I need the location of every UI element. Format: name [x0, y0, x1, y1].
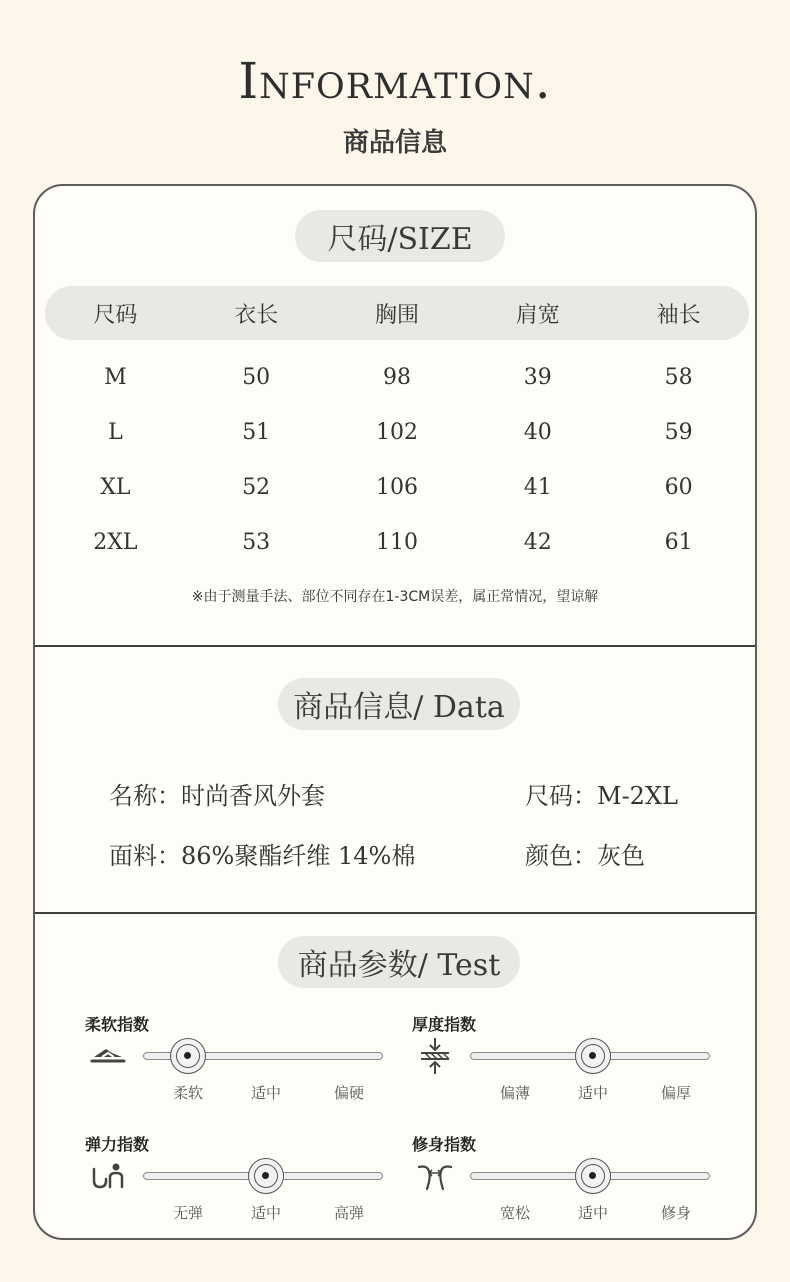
page-subtitle: 商品信息 — [342, 128, 447, 158]
param-level-knob — [575, 1158, 611, 1194]
table-cell: M — [104, 365, 127, 390]
param-tick: 适中 — [250, 1084, 281, 1102]
param-tick: 偏硬 — [333, 1084, 364, 1102]
param-tick: 适中 — [577, 1084, 608, 1102]
param-label: 修身指数 — [412, 1135, 477, 1154]
param-tick: 修身 — [660, 1204, 691, 1222]
product-color: 颜色：灰色 — [525, 842, 645, 870]
table-cell: 39 — [523, 365, 552, 390]
table-cell: XL — [100, 475, 131, 500]
table-cell: 41 — [523, 475, 552, 500]
table-cell: 53 — [242, 530, 271, 555]
column-header-shoulder: 肩宽 — [515, 302, 560, 328]
table-cell: 51 — [242, 420, 271, 445]
product-size-range: 尺码：M-2XL — [525, 782, 678, 810]
product-fabric: 面料：86%聚酯纤维 14%棉 — [109, 842, 416, 870]
page-title: Information. — [238, 52, 552, 110]
size-table-header — [45, 286, 749, 340]
table-cell: 102 — [375, 420, 418, 445]
table-cell: 40 — [523, 420, 552, 445]
param-thickness — [412, 1012, 712, 1112]
param-tick: 柔软 — [172, 1084, 203, 1102]
data-section-pill: 商品信息/ Data — [278, 678, 520, 730]
table-cell: 106 — [375, 475, 418, 500]
table-cell: 52 — [242, 475, 271, 500]
table-cell: 59 — [664, 420, 693, 445]
table-row — [45, 350, 749, 405]
table-cell: 50 — [242, 365, 271, 390]
param-label: 弹力指数 — [85, 1135, 150, 1154]
table-cell: 98 — [382, 365, 411, 390]
info-card — [33, 184, 757, 1240]
table-cell: 58 — [664, 365, 693, 390]
section-divider — [35, 645, 755, 647]
table-row — [45, 515, 749, 570]
param-tick: 无弹 — [172, 1204, 203, 1222]
table-row — [45, 460, 749, 515]
elasticity-icon — [85, 1156, 131, 1196]
param-softness — [85, 1012, 385, 1112]
param-elasticity — [85, 1132, 385, 1232]
param-level-knob — [575, 1038, 611, 1074]
column-header-length: 衣长 — [234, 302, 279, 328]
table-cell: 61 — [664, 530, 693, 555]
table-cell: 42 — [523, 530, 552, 555]
param-label: 厚度指数 — [412, 1015, 477, 1034]
size-section-pill: 尺码/SIZE — [295, 210, 505, 262]
param-tick: 适中 — [577, 1204, 608, 1222]
test-section-pill: 商品参数/ Test — [278, 936, 520, 988]
column-header-sleeve: 袖长 — [656, 302, 701, 328]
table-cell: L — [108, 420, 123, 445]
param-tick: 宽松 — [499, 1204, 530, 1222]
param-level-knob — [170, 1038, 206, 1074]
column-header-chest: 胸围 — [374, 302, 419, 328]
table-cell: 2XL — [93, 530, 138, 555]
table-cell: 110 — [375, 530, 418, 555]
param-tick: 适中 — [250, 1204, 281, 1222]
size-table-body — [45, 350, 749, 570]
table-row — [45, 405, 749, 460]
param-fit — [412, 1132, 712, 1232]
column-header-size: 尺码 — [93, 302, 138, 328]
table-cell: 60 — [664, 475, 693, 500]
param-tick: 高弹 — [333, 1204, 364, 1222]
product-name: 名称：时尚香风外套 — [109, 782, 325, 810]
thickness-icon — [412, 1036, 458, 1076]
param-label: 柔软指数 — [85, 1015, 150, 1034]
section-divider — [35, 912, 755, 914]
param-level-knob — [248, 1158, 284, 1194]
fit-icon — [412, 1156, 458, 1196]
param-tick: 偏厚 — [660, 1084, 691, 1102]
softness-icon — [85, 1036, 131, 1076]
measurement-note: ※由于测量手法、部位不同存在1-3CM误差，属正常情况，望谅解 — [191, 589, 599, 605]
param-tick: 偏薄 — [499, 1084, 530, 1102]
